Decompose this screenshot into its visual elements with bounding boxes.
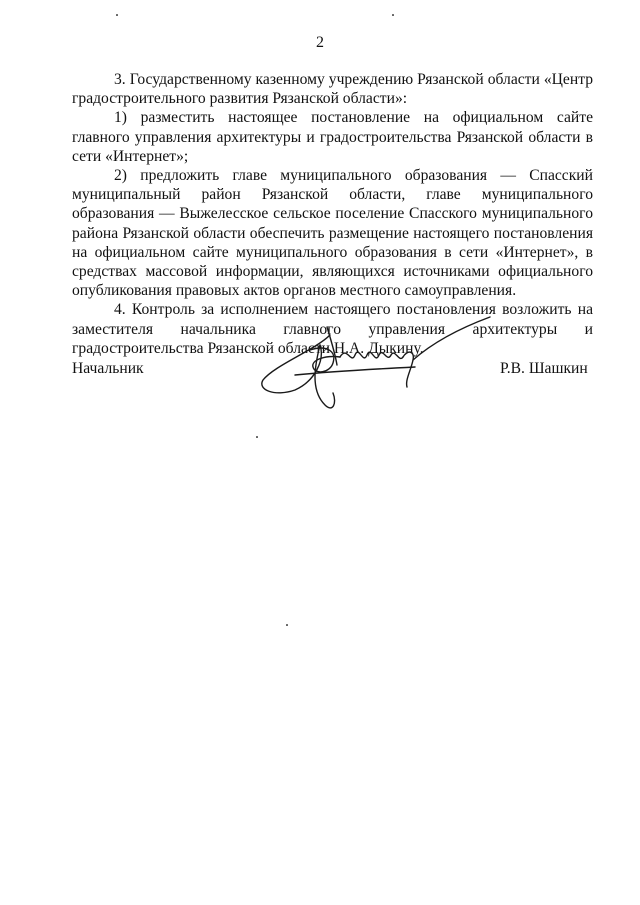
scan-speck [256,436,258,438]
handwritten-signature [255,305,500,425]
page-number: 2 [316,34,324,51]
paragraph-4: 4. Контроль за исполнением настоящего постановления возложить на заместителя начальника главного управления архитектуры и градостроительства Рязанской области Н.А. Дыкину. [72,301,593,357]
signatory-title: Начальник [72,360,144,377]
paragraph-3: 3. Государственному казенному учреждению Рязанской области «Центр градостроительного развития Рязанской области»: [72,71,593,108]
signatory-name: Р.В. Шашкин [500,360,588,377]
scan-speck [116,14,118,16]
scan-speck [392,14,394,16]
scan-speck [286,624,288,626]
paragraph-3-2: 2) предложить главе муниципального образования — Спасский муниципальный район Рязанской области, главе муниципального образования — Выжелесское сельское поселение Спасского муниципального района Рязанской области обеспечить размещение настоящего постановления на официальном сайте муниципального образования в сети «Интернет», в средствах массовой информации, являющихся источниками официального опубликования правовых актов органов местного самоуправления. [72,167,593,300]
paragraph-3-1: 1) разместить настоящее постановление на официальном сайте главного управления архитектуры и градостроительства Рязанской области в сети «Интернет»; [72,109,593,165]
